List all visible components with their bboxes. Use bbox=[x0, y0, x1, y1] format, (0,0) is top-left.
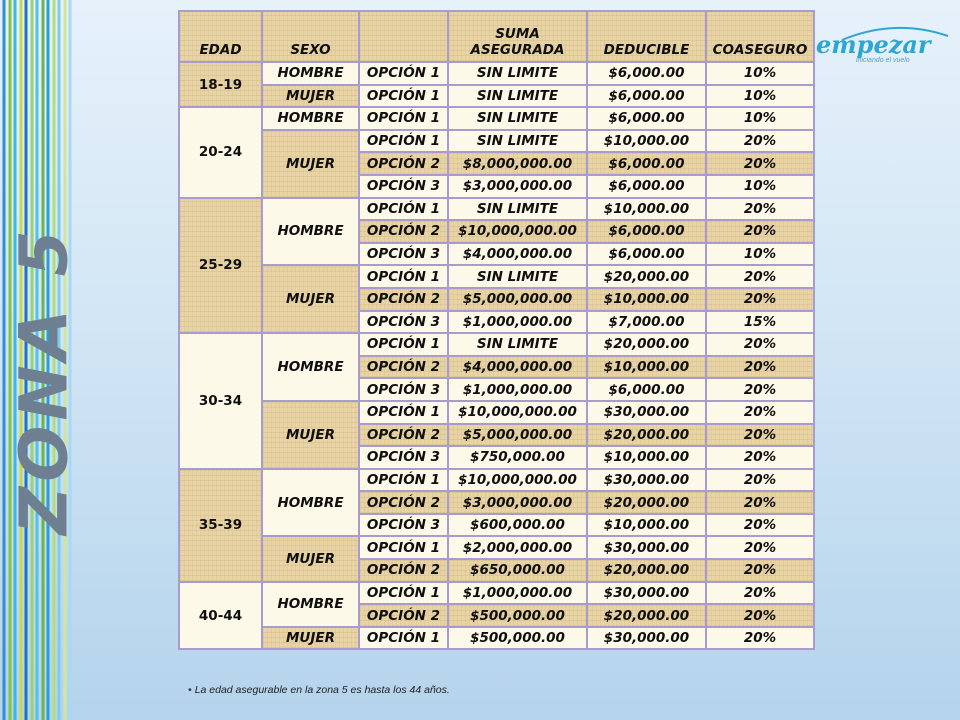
rates-body bbox=[179, 62, 814, 649]
header-edad: EDAD bbox=[179, 11, 262, 62]
sum-insured-cell: $3,000,000.00 bbox=[448, 175, 587, 198]
option-cell: OPCIÓN 2 bbox=[359, 424, 448, 447]
sum-insured-cell: SIN LIMITE bbox=[448, 85, 587, 108]
deductible-cell: $20,000.00 bbox=[587, 604, 706, 627]
sum-insured-cell: $10,000,000.00 bbox=[448, 401, 587, 424]
sum-insured-cell: SIN LIMITE bbox=[448, 107, 587, 130]
table-row bbox=[179, 85, 814, 108]
sum-insured-cell: $4,000,000.00 bbox=[448, 356, 587, 379]
option-cell: OPCIÓN 3 bbox=[359, 378, 448, 401]
coinsurance-cell: 20% bbox=[706, 424, 814, 447]
sum-insured-cell: SIN LIMITE bbox=[448, 265, 587, 288]
age-group-cell: 18-19 bbox=[179, 62, 262, 107]
option-cell: OPCIÓN 2 bbox=[359, 288, 448, 311]
coinsurance-cell: 20% bbox=[706, 265, 814, 288]
coinsurance-cell: 20% bbox=[706, 491, 814, 514]
deductible-cell: $20,000.00 bbox=[587, 265, 706, 288]
deductible-cell: $7,000.00 bbox=[587, 311, 706, 334]
table-row bbox=[179, 107, 814, 130]
sum-insured-cell: $10,000,000.00 bbox=[448, 469, 587, 492]
sum-insured-cell: SIN LIMITE bbox=[448, 333, 587, 356]
deductible-cell: $30,000.00 bbox=[587, 469, 706, 492]
deductible-cell: $6,000.00 bbox=[587, 243, 706, 266]
table-row bbox=[179, 333, 814, 356]
option-cell: OPCIÓN 1 bbox=[359, 333, 448, 356]
sex-cell: MUJER bbox=[262, 536, 359, 581]
coinsurance-cell: 20% bbox=[706, 627, 814, 650]
option-cell: OPCIÓN 1 bbox=[359, 85, 448, 108]
coinsurance-cell: 10% bbox=[706, 62, 814, 85]
header-deducible: DEDUCIBLE bbox=[587, 11, 706, 62]
deductible-cell: $6,000.00 bbox=[587, 152, 706, 175]
header-opcion bbox=[359, 11, 448, 62]
option-cell: OPCIÓN 3 bbox=[359, 446, 448, 469]
sex-cell: MUJER bbox=[262, 401, 359, 469]
option-cell: OPCIÓN 3 bbox=[359, 311, 448, 334]
option-cell: OPCIÓN 1 bbox=[359, 627, 448, 650]
deductible-cell: $10,000.00 bbox=[587, 130, 706, 153]
table-row bbox=[179, 198, 814, 221]
coinsurance-cell: 20% bbox=[706, 220, 814, 243]
option-cell: OPCIÓN 2 bbox=[359, 220, 448, 243]
coinsurance-cell: 20% bbox=[706, 401, 814, 424]
option-cell: OPCIÓN 2 bbox=[359, 356, 448, 379]
logo-word: empezar bbox=[816, 30, 931, 59]
option-cell: OPCIÓN 1 bbox=[359, 401, 448, 424]
rates-table bbox=[178, 10, 815, 650]
age-group-cell: 25-29 bbox=[179, 198, 262, 334]
sex-cell: HOMBRE bbox=[262, 62, 359, 85]
footnote bbox=[188, 684, 450, 696]
table-row bbox=[179, 130, 814, 153]
deductible-cell: $6,000.00 bbox=[587, 378, 706, 401]
deductible-cell: $20,000.00 bbox=[587, 333, 706, 356]
coinsurance-cell: 20% bbox=[706, 559, 814, 582]
table-row bbox=[179, 582, 814, 605]
option-cell: OPCIÓN 1 bbox=[359, 582, 448, 605]
option-cell: OPCIÓN 1 bbox=[359, 62, 448, 85]
option-cell: OPCIÓN 2 bbox=[359, 152, 448, 175]
deductible-cell: $10,000.00 bbox=[587, 514, 706, 537]
footnote-text: La edad asegurable en la zona 5 es hasta los 44 años. bbox=[194, 684, 450, 696]
sum-insured-cell: $10,000,000.00 bbox=[448, 220, 587, 243]
option-cell: OPCIÓN 1 bbox=[359, 469, 448, 492]
age-group-cell: 40-44 bbox=[179, 582, 262, 650]
table-row bbox=[179, 62, 814, 85]
sex-cell: HOMBRE bbox=[262, 469, 359, 537]
option-cell: OPCIÓN 2 bbox=[359, 559, 448, 582]
coinsurance-cell: 15% bbox=[706, 311, 814, 334]
deductible-cell: $6,000.00 bbox=[587, 85, 706, 108]
sex-cell: MUJER bbox=[262, 265, 359, 333]
header-coaseguro: COASEGURO bbox=[706, 11, 814, 62]
deductible-cell: $30,000.00 bbox=[587, 401, 706, 424]
sex-cell: MUJER bbox=[262, 627, 359, 650]
age-group-cell: 20-24 bbox=[179, 107, 262, 197]
sum-insured-cell: $750,000.00 bbox=[448, 446, 587, 469]
coinsurance-cell: 20% bbox=[706, 469, 814, 492]
option-cell: OPCIÓN 2 bbox=[359, 491, 448, 514]
table-row bbox=[179, 401, 814, 424]
coinsurance-cell: 10% bbox=[706, 243, 814, 266]
option-cell: OPCIÓN 2 bbox=[359, 604, 448, 627]
deductible-cell: $30,000.00 bbox=[587, 582, 706, 605]
logo-tagline: iniciando el vuelo bbox=[856, 57, 910, 64]
age-group-cell: 35-39 bbox=[179, 469, 262, 582]
table-row bbox=[179, 536, 814, 559]
option-cell: OPCIÓN 1 bbox=[359, 198, 448, 221]
table-row bbox=[179, 265, 814, 288]
sex-cell: MUJER bbox=[262, 85, 359, 108]
sum-insured-cell: $2,000,000.00 bbox=[448, 536, 587, 559]
sum-insured-cell: SIN LIMITE bbox=[448, 62, 587, 85]
sum-insured-cell: $1,000,000.00 bbox=[448, 378, 587, 401]
coinsurance-cell: 10% bbox=[706, 85, 814, 108]
deductible-cell: $6,000.00 bbox=[587, 220, 706, 243]
coinsurance-cell: 20% bbox=[706, 604, 814, 627]
deductible-cell: $10,000.00 bbox=[587, 288, 706, 311]
coinsurance-cell: 20% bbox=[706, 446, 814, 469]
sum-insured-cell: $5,000,000.00 bbox=[448, 288, 587, 311]
sum-insured-cell: $650,000.00 bbox=[448, 559, 587, 582]
coinsurance-cell: 20% bbox=[706, 333, 814, 356]
coinsurance-cell: 20% bbox=[706, 288, 814, 311]
sum-insured-cell: $4,000,000.00 bbox=[448, 243, 587, 266]
sex-cell: HOMBRE bbox=[262, 333, 359, 401]
coinsurance-cell: 20% bbox=[706, 536, 814, 559]
coinsurance-cell: 20% bbox=[706, 152, 814, 175]
brand-logo bbox=[816, 30, 956, 70]
header-sexo: SEXO bbox=[262, 11, 359, 62]
option-cell: OPCIÓN 3 bbox=[359, 243, 448, 266]
deductible-cell: $6,000.00 bbox=[587, 62, 706, 85]
zone-title: ZONA 5 bbox=[5, 225, 83, 535]
option-cell: OPCIÓN 1 bbox=[359, 130, 448, 153]
bullet-icon: • bbox=[188, 684, 192, 696]
sum-insured-cell: $500,000.00 bbox=[448, 627, 587, 650]
deductible-cell: $20,000.00 bbox=[587, 491, 706, 514]
sum-insured-cell: $8,000,000.00 bbox=[448, 152, 587, 175]
deductible-cell: $20,000.00 bbox=[587, 559, 706, 582]
deductible-cell: $6,000.00 bbox=[587, 107, 706, 130]
header-suma-asegurada: SUMA ASEGURADA bbox=[448, 11, 587, 62]
sum-insured-cell: $5,000,000.00 bbox=[448, 424, 587, 447]
sex-cell: HOMBRE bbox=[262, 107, 359, 130]
coinsurance-cell: 20% bbox=[706, 198, 814, 221]
deductible-cell: $10,000.00 bbox=[587, 356, 706, 379]
option-cell: OPCIÓN 3 bbox=[359, 514, 448, 537]
sum-insured-cell: $1,000,000.00 bbox=[448, 311, 587, 334]
sum-insured-cell: $600,000.00 bbox=[448, 514, 587, 537]
coinsurance-cell: 20% bbox=[706, 378, 814, 401]
deductible-cell: $10,000.00 bbox=[587, 446, 706, 469]
sum-insured-cell: SIN LIMITE bbox=[448, 130, 587, 153]
deductible-cell: $30,000.00 bbox=[587, 536, 706, 559]
table-row bbox=[179, 627, 814, 650]
header-row bbox=[179, 11, 814, 62]
table-row bbox=[179, 469, 814, 492]
sum-insured-cell: $500,000.00 bbox=[448, 604, 587, 627]
age-group-cell: 30-34 bbox=[179, 333, 262, 469]
coinsurance-cell: 10% bbox=[706, 107, 814, 130]
coinsurance-cell: 10% bbox=[706, 175, 814, 198]
coinsurance-cell: 20% bbox=[706, 356, 814, 379]
deductible-cell: $20,000.00 bbox=[587, 424, 706, 447]
sum-insured-cell: $3,000,000.00 bbox=[448, 491, 587, 514]
deductible-cell: $6,000.00 bbox=[587, 175, 706, 198]
sex-cell: MUJER bbox=[262, 130, 359, 198]
coinsurance-cell: 20% bbox=[706, 130, 814, 153]
sex-cell: HOMBRE bbox=[262, 198, 359, 266]
deductible-cell: $30,000.00 bbox=[587, 627, 706, 650]
sum-insured-cell: $1,000,000.00 bbox=[448, 582, 587, 605]
option-cell: OPCIÓN 1 bbox=[359, 265, 448, 288]
sex-cell: HOMBRE bbox=[262, 582, 359, 627]
coinsurance-cell: 20% bbox=[706, 582, 814, 605]
option-cell: OPCIÓN 1 bbox=[359, 536, 448, 559]
sum-insured-cell: SIN LIMITE bbox=[448, 198, 587, 221]
option-cell: OPCIÓN 1 bbox=[359, 107, 448, 130]
deductible-cell: $10,000.00 bbox=[587, 198, 706, 221]
option-cell: OPCIÓN 3 bbox=[359, 175, 448, 198]
coinsurance-cell: 20% bbox=[706, 514, 814, 537]
